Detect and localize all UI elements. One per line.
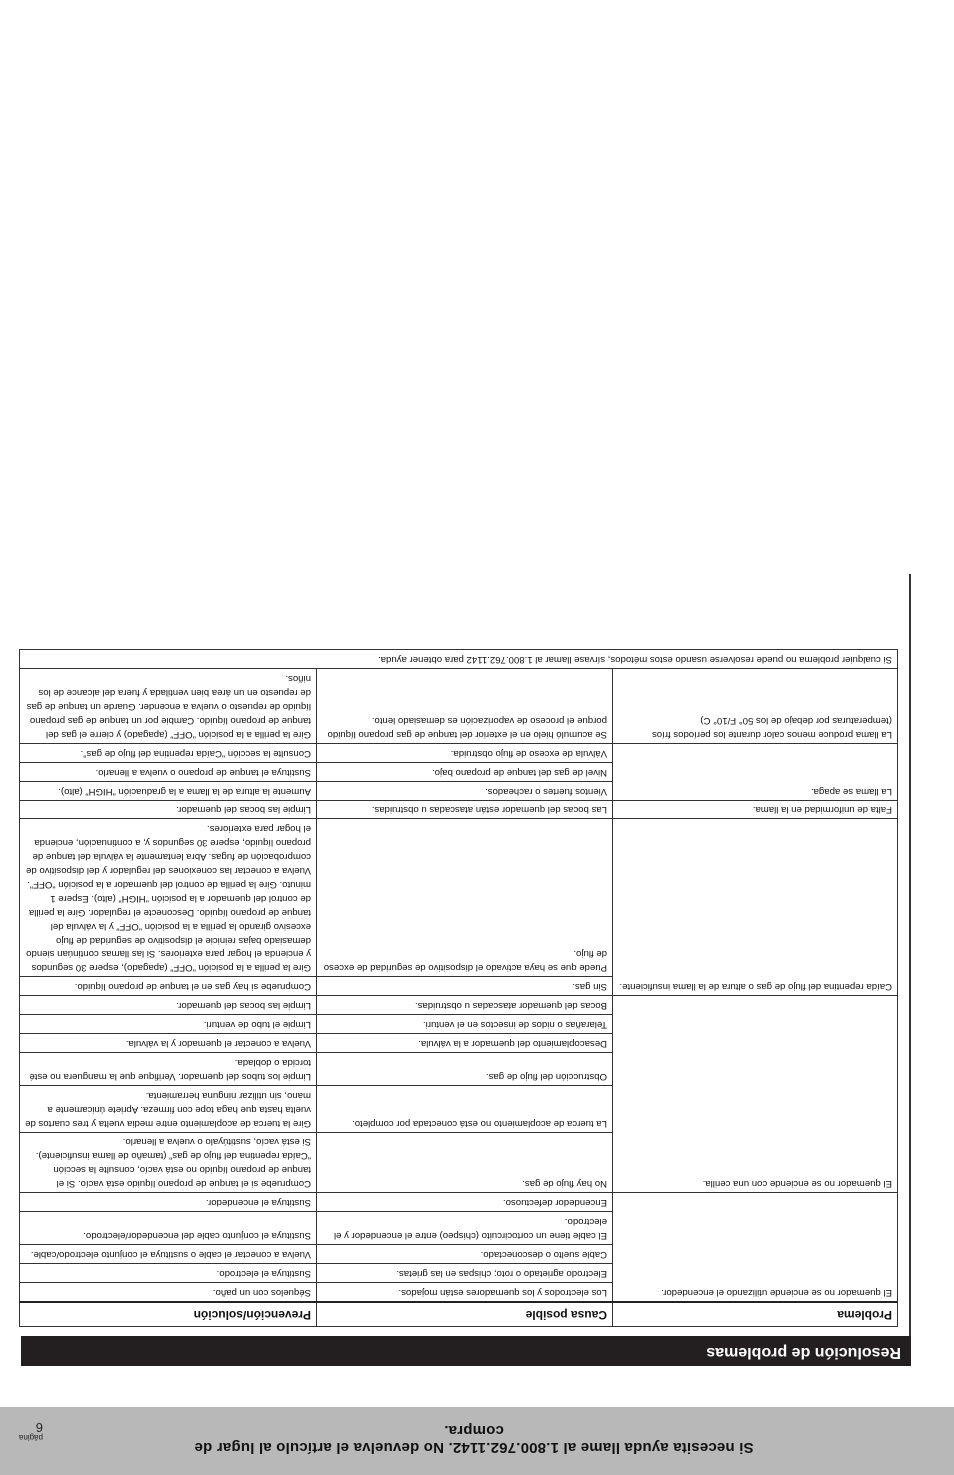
solution-cell: Compruebe si el tanque de propano líquido está vacío. Si el tanque de propano líquido no está vacío, consulte la sección “Caída repentina del flujo de gas” (tamaño de llama insuficiente). Si está vacío, sustitúyalo o vuelva a llenarlo. [20, 1132, 317, 1193]
solution-cell: Aumente la altura de la llama a la graduación “HIGH” (alto). [20, 781, 317, 800]
solution-cell: Limpie las bocas del quemador. [20, 996, 317, 1015]
troubleshooting-table [19, 649, 898, 1327]
table-row [20, 1132, 898, 1193]
solution-cell: Vuelva a conectar el quemador y la válvula. [20, 1034, 317, 1053]
cause-cell: Cable suelto o desconectado. [317, 1244, 613, 1263]
header-solution: Prevención/solución [20, 1302, 317, 1327]
solution-cell: Limpie los tubos del quemador. Verifique que la manguera no esté torcida o doblada. [20, 1053, 317, 1086]
solution-cell: Gire la tuerca de acoplamiento entre media vuelta y tres cuartos de vuelta hasta que haga tope con firmeza. Apriete únicamente a mano, sin utilizar ninguna herramienta. [20, 1085, 317, 1132]
solution-cell: Gire la perilla a la posición “OFF” (apagado) y cierre el gas del tanque de propano líquido. Cambie por un tanque de gas propano líquido de repuesto o vuelva a encender. Guarde un tanque de gas de repuesto en un área bien ventilada y fuera del alcance de los niños. [20, 669, 317, 744]
cause-cell: La tuerca de acoplamiento no está conectada por completo. [317, 1085, 613, 1132]
table-row [20, 977, 898, 996]
solution-cell: Séquelos con un paño. [20, 1282, 317, 1301]
solution-cell: Sustituya el tanque de propano o vuelva a llenarlo. [20, 762, 317, 781]
cause-cell: Obstrucción del flujo de gas. [317, 1053, 613, 1086]
margin-rule [909, 574, 911, 1336]
solution-cell: Vuelva a conectar el cable o sustituya el conjunto electrodo/cable. [20, 1244, 317, 1263]
footer-band [0, 1407, 954, 1475]
header-problem: Problema [613, 1302, 898, 1327]
cause-cell: Los electrodos y los quemadores están mojados. [317, 1282, 613, 1301]
cause-cell: Las bocas del quemador están atascadas u obstruidas. [317, 800, 613, 819]
cause-cell: Se acumuló hielo en el exterior del tanque de gas propano líquido porque el proceso de vaporización es demasiado lento. [317, 669, 613, 744]
cause-cell: Sin gas. [317, 977, 613, 996]
table-row [20, 781, 898, 800]
table-note-row [20, 650, 898, 669]
cause-cell: Vientos fuertes o racheados. [317, 781, 613, 800]
solution-cell: Limpie las bocas del quemador. [20, 800, 317, 819]
cause-cell: Electrodo agrietado o roto; chispas en las grietas. [317, 1263, 613, 1282]
cause-cell: Encendedor defectuoso. [317, 1193, 613, 1212]
problem-cell: Falta de uniformidad en la llama. [613, 800, 898, 819]
problem-cell: Caída repentina del flujo de gas o altura de la llama insuficiente. [613, 819, 898, 996]
cause-cell: El cable tiene un cortocircuito (chispeo) entre el encendedor y el electrodo. [317, 1212, 613, 1245]
table-row [20, 1282, 898, 1301]
section-title: Resolución de problemas [706, 1344, 901, 1361]
page-number: 6 [35, 1420, 43, 1435]
cause-cell: Puede que se haya activado el dispositivo de seguridad de exceso de flujo. [317, 819, 613, 977]
solution-cell: Sustituya el encendedor. [20, 1193, 317, 1212]
cause-cell: Nivel de gas del tanque de propano bajo. [317, 762, 613, 781]
problem-cell: La llama produce menos calor durante los períodos fríos (temperaturas por debajo de los 50° F/10° C) [613, 669, 898, 744]
table-row [20, 800, 898, 819]
problem-cell: La llama se apaga. [613, 743, 898, 800]
solution-cell: Consulte la sección “Caída repentina del flujo de gas”. [20, 743, 317, 762]
cause-cell: Desacoplamiento del quemador a la válvula. [317, 1034, 613, 1053]
table-header-row [20, 1302, 898, 1327]
solution-cell: Compruebe si hay gas en el tanque de propano líquido. [20, 977, 317, 996]
solution-cell: Sustituya el conjunto cable del encendedor/electrodo. [20, 1212, 317, 1245]
table-row [20, 669, 898, 744]
solution-cell: Sustituya el electrodo. [20, 1263, 317, 1282]
help-note: Si cualquier problema no puede resolverse usando estos métodos, sírvase llamar al 1.800.762.1142 para obtener ayuda. [20, 650, 898, 669]
cause-cell: No hay flujo de gas. [317, 1132, 613, 1193]
solution-cell: Limpie el tubo de venturi. [20, 1015, 317, 1034]
problem-cell: El quemador no se enciende con una cerilla. [613, 996, 898, 1193]
cause-cell: Bocas del quemador atascadas u obstruidas. [317, 996, 613, 1015]
cause-cell: Telarañas o nidos de insectos en el venturi. [317, 1015, 613, 1034]
header-cause: Causa posible [317, 1302, 613, 1327]
solution-cell: Gire la perilla a la posición “OFF” (apagado), espere 30 segundos y encienda el hogar para exteriores. Si las llamas continúan siendo demasiado bajas reinicie el dispositivo de seguridad de flujo excesivo girando la perilla a la posición “OFF” y la válvula del tanque de propano líquido. Desconecte el regulador. Gire la perilla de control del quemador a la posición “HIGH” (alto). Espere 1 minuto. Gire la perilla de control del quemador a la posición “OFF”. Vuelva a conectar las conexiones del regulador y del dispositivo de comprobación de fugas. Abra lentamente la válvula del tanque de propano líquido, espere 30 segundos y, a continuación, encienda el hogar para exteriores. [20, 819, 317, 977]
section-header [21, 1336, 911, 1366]
page-label: página [18, 1433, 43, 1442]
cause-cell: Válvula de exceso de flujo obstruida. [317, 743, 613, 762]
problem-cell: El quemador no se enciende utilizando el encendedor. [613, 1193, 898, 1302]
help-phone-notice: Si necesita ayuda llame al 1.800.762.1142. No devuelva el artículo al lugar de compra. [194, 1422, 754, 1456]
